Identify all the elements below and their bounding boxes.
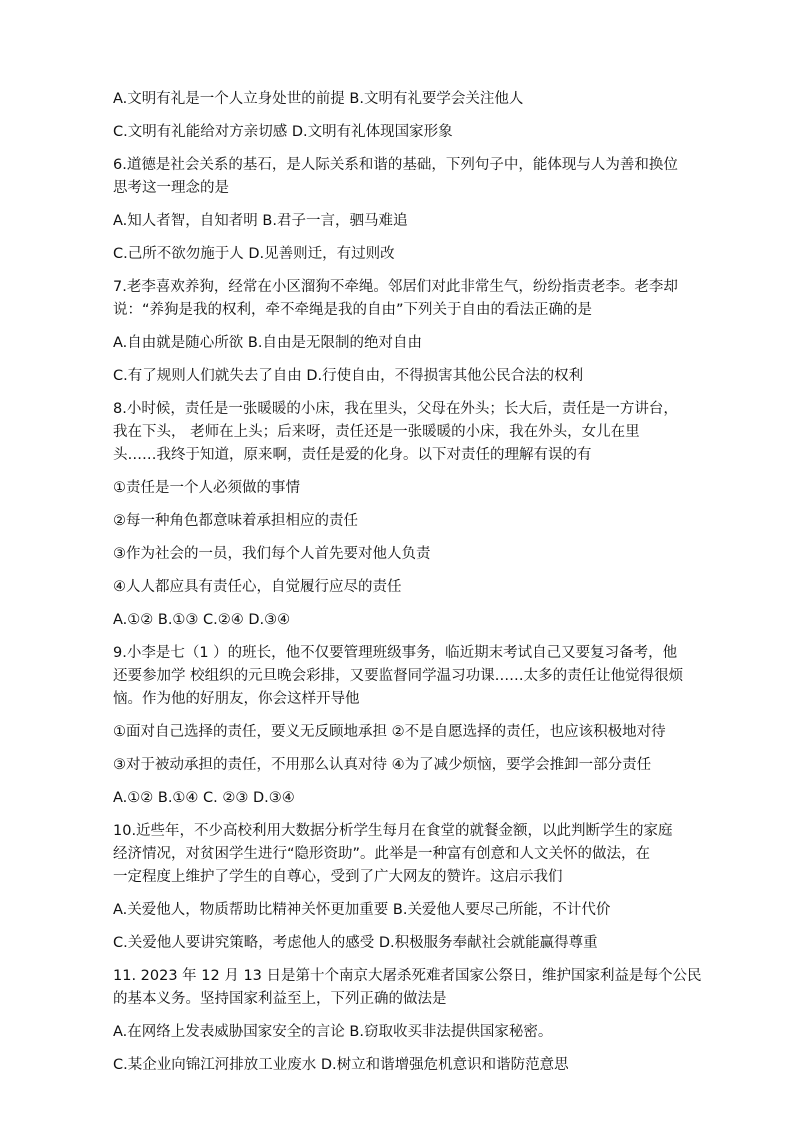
q11-options-ab: A.在网络上发表威胁国家安全的言论 B.窃取收买非法提供国家秘密。	[113, 1024, 553, 1040]
q8-item-2: ②每一种角色都意味着承担相应的责任	[113, 513, 358, 529]
q8-item-1: ①责任是一个人必须做的事情	[113, 480, 300, 496]
q9-items-3-4: ③对于被动承担的责任，不用那么认真对待 ④为了减少烦恼，要学会推卸一部分责任	[113, 757, 652, 773]
q11-options-cd: C.某企业向锦江河排放工业废水 D.树立和谐增强危机意识和谐防范意思	[113, 1057, 569, 1073]
q6-stem-line-1: 6.道德是社会关系的基石，是人际关系和谐的基础，下列句子中，能体现与人为善和换位	[113, 157, 678, 173]
q5-options-ab: A.文明有礼是一个人立身处世的前提 B.文明有礼要学会关注他人	[113, 91, 524, 107]
q7-stem-line-1: 7.老李喜欢养狗，经常在小区溜狗不牵绳。邻居们对此非常生气，纷纷指责老李。老李却	[113, 279, 678, 295]
q11-stem-line-2: 的基本义务。坚持国家利益至上，下列正确的做法是	[113, 991, 447, 1007]
q9-stem-line-2: 还要参加学 校组织的元旦晚会彩排，又要监督同学温习功课……太多的责任让他觉得很烦	[113, 668, 684, 684]
q8-item-4: ④人人都应具有责任心，自觉履行应尽的责任	[113, 579, 402, 595]
q5-options-cd: C.文明有礼能给对方亲切感 D.文明有礼体现国家形象	[113, 124, 453, 140]
q8-options: A.①② B.①③ C.②④ D.③④	[113, 612, 291, 628]
q11-stem-line-1: 11. 2023 年 12 月 13 日是第十个南京大屠杀死难者国家公祭日，维护国家利益是每个公民	[113, 968, 702, 984]
q8-stem-line-3: 头……我终于知道，原来啊，责任是爱的化身。以下对责任的理解有误的有	[113, 447, 592, 463]
q9-items-1-2: ①面对自己选择的责任，要义无反顾地承担 ②不是自愿选择的责任，也应该积极地对待	[113, 724, 666, 740]
q9-stem-line-3: 恼。作为他的好朋友，你会这样开导他	[113, 691, 360, 707]
q7-stem-line-2: 说：“养狗是我的权利，牵不牵绳是我的自由”下列关于自由的看法正确的是	[113, 302, 593, 318]
q10-stem-line-2: 经济情况，对贫困学生进行“隐形资助”。此举是一种富有创意和人文关怀的做法，在	[113, 846, 651, 862]
q10-options-ab: A.关爱他人，物质帮助比精神关怀更加重要 B.关爱他人要尽己所能，不计代价	[113, 902, 611, 918]
q10-stem-line-1: 10.近些年，不少高校利用大数据分析学生每月在食堂的就餐金额，以此判断学生的家庭	[113, 823, 673, 839]
q7-options-ab: A.自由就是随心所欲 B.自由是无限制的绝对自由	[113, 335, 422, 351]
question-list	[113, 88, 702, 1077]
q8-item-3: ③作为社会的一员，我们每个人首先要对他人负责	[113, 546, 431, 562]
q10-stem-line-3: 一定程度上维护了学生的自尊心，受到了广大网友的赞许。这启示我们	[113, 869, 563, 885]
q10-options-cd: C.关爱他人要讲究策略，考虑他人的感受 D.积极服务奉献社会就能赢得尊重	[113, 935, 598, 951]
q9-stem-line-1: 9.小李是七（1 ）的班长，他不仅要管理班级事务，临近期末考试自己又要复习备考，他	[113, 645, 678, 661]
q9-options: A.①② B.①④ C. ②③ D.③④	[113, 790, 295, 806]
q8-stem-line-1: 8.小时候，责任是一张暖暖的小床，我在里头，父母在外头；长大后，责任是一方讲台，	[113, 401, 678, 417]
q7-options-cd: C.有了规则人们就失去了自由 D.行使自由，不得损害其他公民合法的权利	[113, 368, 584, 384]
q6-options-ab: A.知人者智，自知者明 B.君子一言，驷马难追	[113, 213, 408, 229]
q6-stem-line-2: 思考这一理念的是	[113, 180, 229, 196]
q6-options-cd: C.己所不欲勿施于人 D.见善则迁，有过则改	[113, 246, 395, 262]
q8-stem-line-2: 我在下头， 老师在上头；后来呀，责任还是一张暖暖的小床，我在外头，女儿在里	[113, 424, 640, 440]
